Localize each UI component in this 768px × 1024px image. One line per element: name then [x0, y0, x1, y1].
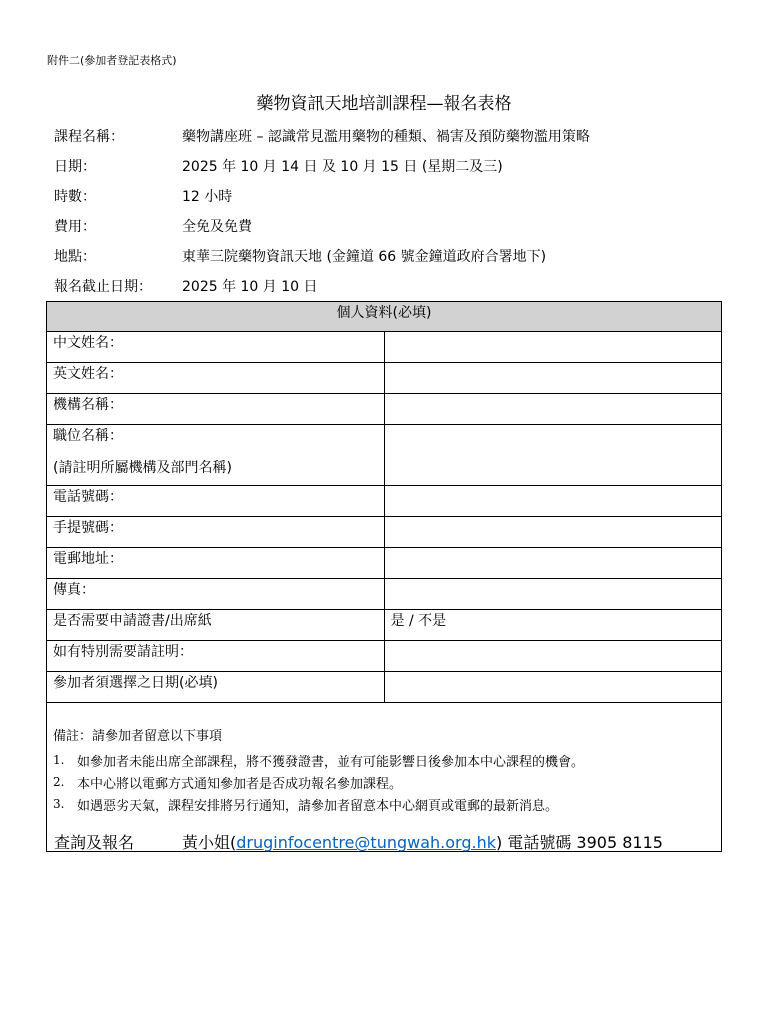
info-value: 2025 年 10 月 10 日: [182, 279, 318, 295]
info-row-venue: [54, 241, 724, 271]
field-label: 中文姓名：: [47, 332, 385, 363]
info-value: 2025 年 10 月 14 日 及 10 月 15 日 (星期二及三): [182, 159, 503, 175]
form-header-row: [47, 302, 722, 332]
field-label-cell: [47, 425, 385, 486]
contact-label: 查詢及報名: [54, 833, 135, 852]
table-row: [47, 610, 722, 641]
date-choice-field[interactable]: [384, 672, 722, 703]
info-value: 12 小時: [182, 189, 233, 205]
table-row: [47, 332, 722, 363]
info-label: 地點：: [54, 249, 96, 265]
special-needs-field[interactable]: [384, 641, 722, 672]
notes-heading: 備註：請參加者留意以下事項: [53, 729, 223, 744]
info-label: 日期：: [54, 159, 96, 175]
info-label: 費用：: [54, 219, 96, 235]
info-label: 報名截止日期：: [54, 279, 152, 295]
contact-detail: [182, 830, 663, 853]
list-item: [53, 749, 715, 771]
field-label: 職位名稱：: [53, 428, 123, 444]
list-item: [53, 793, 715, 815]
field-label-note: (請註明所屬機構及部門名稱): [53, 460, 232, 476]
table-row: [47, 548, 722, 579]
note-number: 1.: [53, 753, 65, 767]
field-label: 傳真：: [47, 579, 385, 610]
field-label: 機構名稱：: [47, 394, 385, 425]
note-text: 如參加者未能出席全部課程，將不獲發證書，並有可能影響日後參加本中心課程的機會。: [77, 754, 585, 770]
info-row-fee: [54, 211, 724, 241]
table-row: [47, 579, 722, 610]
email-field[interactable]: [384, 548, 722, 579]
field-label: 是否需要申請證書/出席紙: [47, 610, 385, 641]
organization-field[interactable]: [384, 394, 722, 425]
table-row: [47, 641, 722, 672]
form-header: 個人資料(必填): [47, 302, 722, 332]
contact-name: 黃小姐(: [182, 833, 237, 852]
position-field[interactable]: [384, 425, 722, 486]
table-row: [47, 394, 722, 425]
info-row-date: [54, 151, 724, 181]
course-info: [54, 121, 724, 301]
certificate-choice[interactable]: 是 / 不是: [384, 610, 722, 641]
email-link[interactable]: druginfocentre@tungwah.org.hk: [236, 833, 496, 852]
note-text: 本中心將以電郵方式通知參加者是否成功報名參加課程。: [77, 776, 403, 792]
note-number: 2.: [53, 775, 65, 789]
info-label: 時數：: [54, 189, 96, 205]
mobile-field[interactable]: [384, 517, 722, 548]
contact-phone: ) 電話號碼 3905 8115: [495, 833, 663, 852]
info-value: 全免及免費: [182, 219, 252, 235]
note-number: 3.: [53, 797, 65, 811]
info-value: 藥物講座班 – 認識常見濫用藥物的種類、禍害及預防藥物濫用策略: [182, 129, 590, 145]
info-row-deadline: [54, 271, 724, 301]
table-row: [47, 517, 722, 548]
fax-field[interactable]: [384, 579, 722, 610]
table-row: [47, 425, 722, 486]
info-label: 課程名稱：: [54, 129, 124, 145]
list-item: [53, 771, 715, 793]
chinese-name-field[interactable]: [384, 332, 722, 363]
table-row: [47, 672, 722, 703]
info-value: 東華三院藥物資訊天地 (金鐘道 66 號金鐘道政府合署地下): [182, 249, 547, 265]
english-name-field[interactable]: [384, 363, 722, 394]
registration-form-table: [46, 301, 722, 852]
field-label: 電話號碼：: [47, 486, 385, 517]
info-row-course: [54, 121, 724, 151]
notes-list: [53, 749, 715, 815]
contact-line: [54, 830, 663, 853]
field-label: 如有特別需要請註明：: [47, 641, 385, 672]
field-label: 參加者須選擇之日期(必填): [47, 672, 385, 703]
field-label: 手提號碼：: [47, 517, 385, 548]
annex-label: 附件二(參加者登記表格式): [47, 54, 177, 67]
field-label: 英文姓名：: [47, 363, 385, 394]
phone-field[interactable]: [384, 486, 722, 517]
table-row: [47, 486, 722, 517]
info-row-hours: [54, 181, 724, 211]
table-row: [47, 363, 722, 394]
note-text: 如遇惡劣天氣，課程安排將另行通知，請參加者留意本中心網頁或電郵的最新消息。: [77, 798, 559, 814]
field-label: 電郵地址：: [47, 548, 385, 579]
form-title: 藥物資訊天地培訓課程—報名表格: [256, 94, 512, 114]
